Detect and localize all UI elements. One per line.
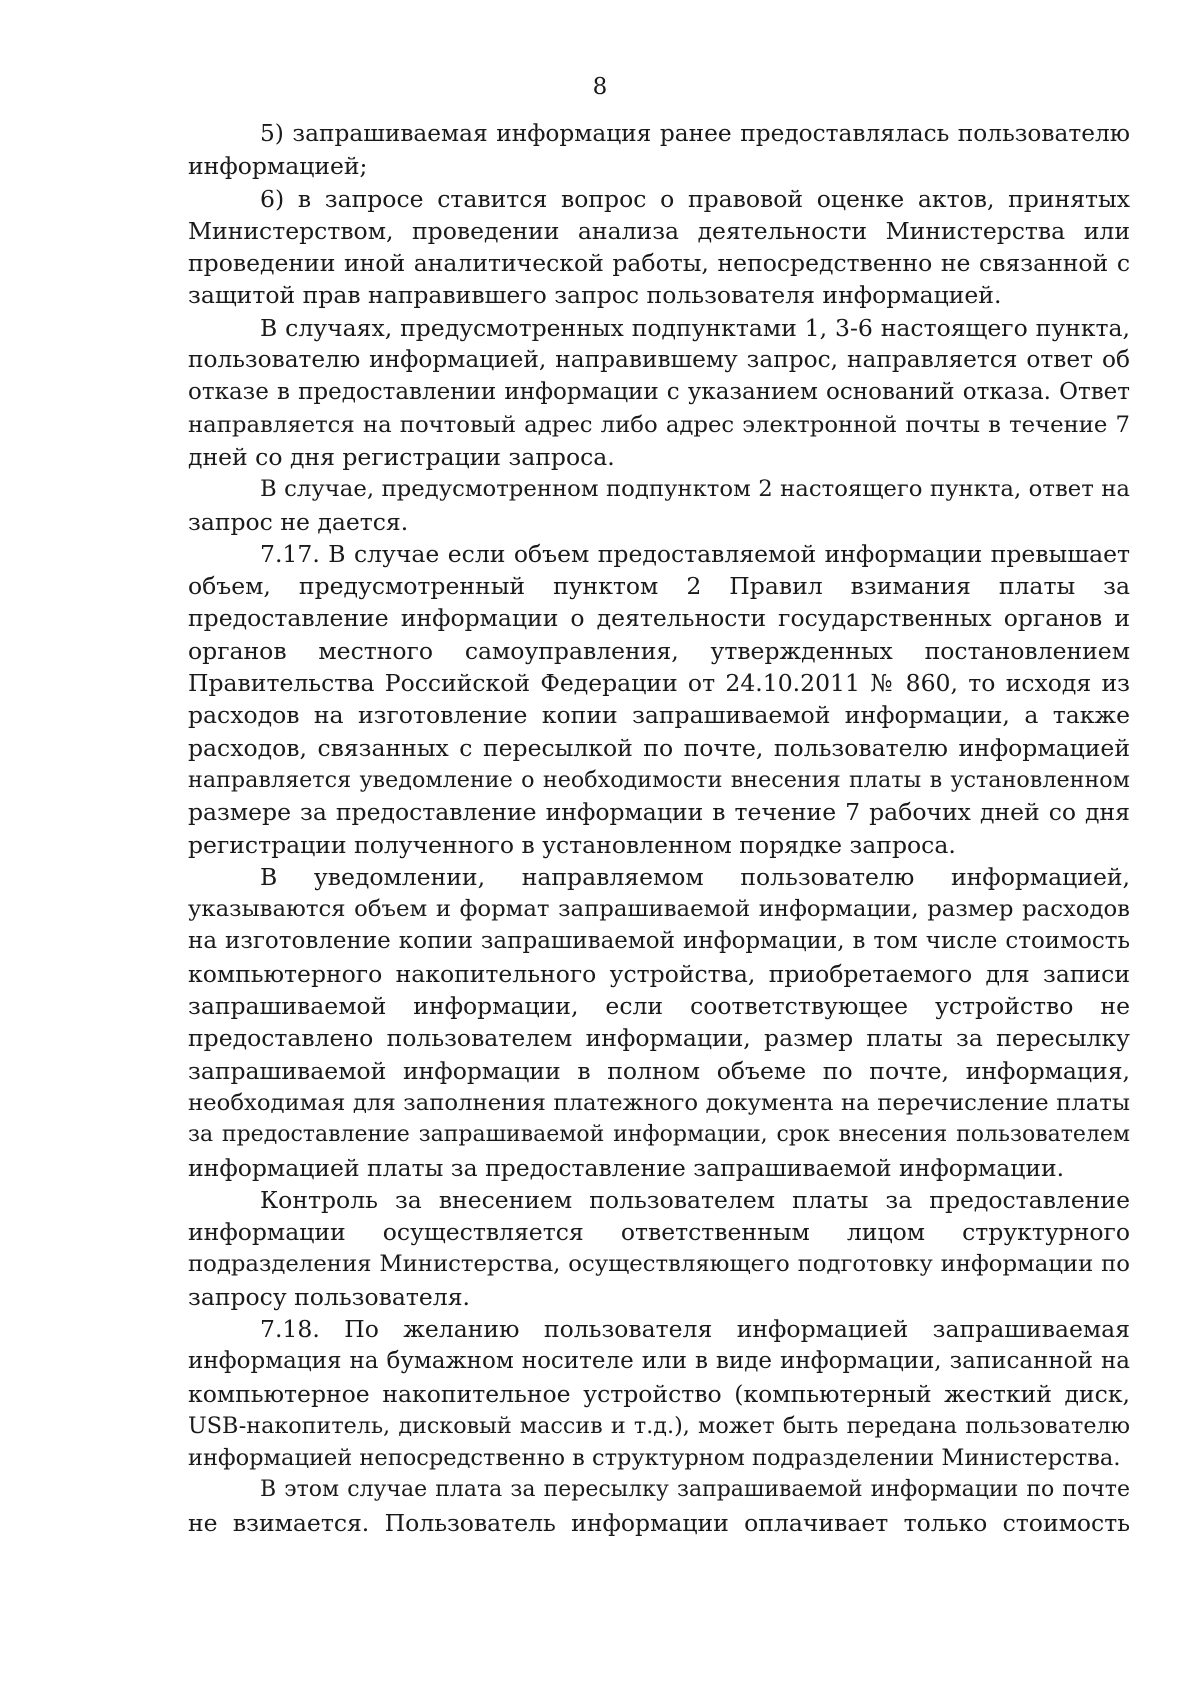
text-line: 5) запрашиваемая информация ранее предоставлялась пользователю — [260, 120, 1130, 147]
text-line: подразделения Министерства, осуществляющего подготовку информации по — [188, 1251, 1130, 1278]
text-line: направляется на почтовый адрес либо адрес электронной почты в течение 7 — [188, 411, 1130, 438]
text-line: размере за предоставление информации в течение 7 рабочих дней со дня — [188, 798, 1130, 827]
document-body — [188, 118, 1130, 1539]
text-line: органов местного самоуправления, утвержденных постановлением — [188, 636, 1130, 665]
text-line: расходов, связанных с пересылкой по почте, пользователю информацией — [188, 733, 1130, 762]
text-line: не взимается. Пользователь информации оплачивает только стоимость — [188, 1508, 1130, 1537]
text-line: информации осуществляется ответственным лицом структурного — [188, 1218, 1130, 1247]
text-line: пользователю информацией, направившему запрос, направляется ответ об — [188, 346, 1130, 374]
paragraph — [188, 312, 1130, 473]
paragraph — [188, 1313, 1130, 1474]
text-line: 7.17. В случае если объем предоставляемой информации превышает — [260, 539, 1130, 568]
text-line: В случаях, предусмотренных подпунктами 1, 3-6 настоящего пункта, — [260, 313, 1130, 342]
text-line: запрашиваемой информации, если соответствующее устройство не — [188, 992, 1130, 1021]
text-line: проведении иной аналитической работы, непосредственно не связанной с — [188, 249, 1130, 278]
text-line: за предоставление запрашиваемой информации, срок внесения пользователем — [188, 1122, 1130, 1148]
text-line: 6) в запросе ставится вопрос о правовой оценке актов, принятых — [260, 184, 1130, 213]
text-line: расходов на изготовление копии запрашиваемой информации, а также — [188, 701, 1130, 730]
text-line: объем, предусмотренный пунктом 2 Правил взимания платы за — [188, 572, 1130, 601]
text-line: запрашиваемой информации в полном объеме по почте, информация, — [188, 1056, 1130, 1085]
text-line: защитой прав направившего запрос пользователя информацией. — [188, 281, 1002, 310]
text-line: предоставление информации о деятельности государственных органов и — [188, 604, 1130, 633]
text-line: регистрации полученного в установленном порядке запроса. — [188, 830, 956, 859]
paragraph — [188, 118, 1130, 183]
paragraph — [188, 538, 1130, 861]
paragraph — [188, 1184, 1130, 1313]
paragraph — [188, 1474, 1130, 1539]
text-line: запрос не дается. — [188, 507, 409, 536]
text-line: дней со дня регистрации запроса. — [188, 442, 615, 471]
text-line: необходимая для заполнения платежного документа на перечисление платы — [188, 1089, 1130, 1116]
page-number: 8 — [592, 74, 608, 100]
paragraph — [188, 861, 1130, 1184]
text-line: В этом случае плата за пересылку запрашиваемой информации по почте — [260, 1477, 1130, 1503]
text-line: Правительства Российской Федерации от 24.10.2011 № 860, то исходя из — [188, 669, 1130, 698]
text-line: USB-накопитель, дисковый массив и т.д.), может быть передана пользователю — [188, 1412, 1130, 1439]
text-line: компьютерного накопительного устройства, приобретаемого для записи — [188, 959, 1130, 988]
text-line: информацией платы за предоставление запрашиваемой информации. — [188, 1153, 1065, 1182]
text-line: В случае, предусмотренном подпунктом 2 настоящего пункта, ответ на — [260, 476, 1130, 503]
text-line: запросу пользователя. — [188, 1282, 471, 1311]
text-line: компьютерное накопительное устройство (компьютерный жесткий диск, — [188, 1379, 1130, 1408]
text-line: отказе в предоставлении информации с указанием оснований отказа. Ответ — [188, 379, 1130, 406]
text-line: предоставлено пользователем информации, размер платы за пересылку — [188, 1024, 1130, 1053]
text-line: направляется уведомление о необходимости внесения платы в установленном — [188, 766, 1130, 793]
text-line: информацией; — [188, 152, 368, 181]
text-line: В уведомлении, направляемом пользователю информацией, — [260, 862, 1130, 891]
text-line: на изготовление копии запрашиваемой информации, в том числе стоимость — [188, 928, 1130, 955]
text-line: Министерством, проведении анализа деятельности Министерства или — [188, 216, 1130, 245]
text-line: информацией непосредственно в структурном подразделении Министерства. — [188, 1445, 1121, 1472]
text-line: информация на бумажном носителе или в виде информации, записанной на — [188, 1348, 1130, 1375]
text-line: Контроль за внесением пользователем платы за предоставление — [260, 1185, 1130, 1214]
paragraph — [188, 183, 1130, 312]
text-line: указываются объем и формат запрашиваемой информации, размер расходов — [188, 896, 1130, 923]
paragraph — [188, 473, 1130, 538]
text-line: 7.18. По желанию пользователя информацией запрашиваемая — [260, 1314, 1130, 1343]
